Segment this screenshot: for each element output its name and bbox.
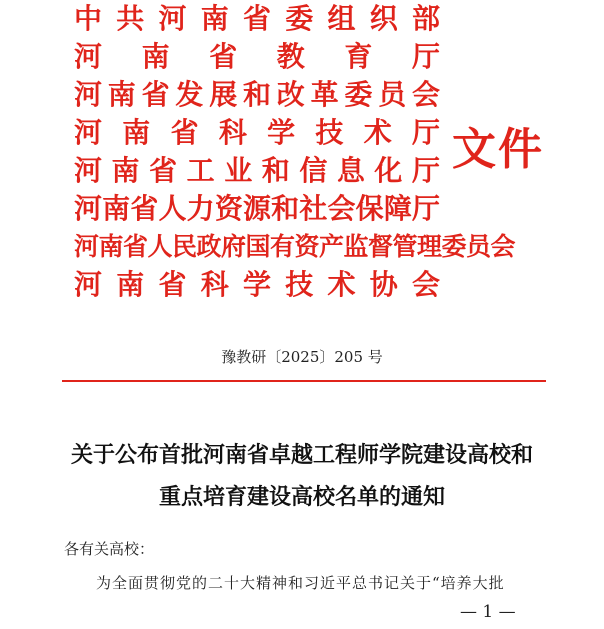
agency-science-technology-dept: 河南省科学技术厅	[74, 116, 440, 149]
agency-development-reform-commission: 河南省发展和改革委员会	[74, 78, 440, 111]
agency-industry-it-dept: 河南省工业和信息化厅	[74, 154, 440, 187]
document-number: 豫教研〔2025〕205 号	[221, 348, 383, 366]
body-paragraph-first-line: 为全面贯彻党的二十大精神和习近平总书记关于“培养大批	[96, 574, 505, 592]
agency-organization-dept: 中共河南省委组织部	[74, 2, 440, 35]
agency-human-resources-dept: 河南省人力资源和社会保障厅	[74, 192, 440, 225]
agency-science-technology-association: 河南省科学技术协会	[74, 268, 440, 301]
salutation: 各有关高校：	[64, 540, 155, 558]
page-number: — 1 —	[460, 602, 516, 622]
agency-education-dept: 河南省教育厅	[74, 40, 440, 73]
red-divider-line	[62, 380, 546, 382]
notice-title-line-2: 重点培育建设高校名单的通知	[158, 485, 445, 510]
doc-type-label: 文件	[452, 124, 544, 175]
notice-title-line-1: 关于公布首批河南省卓越工程师学院建设高校和	[70, 443, 533, 468]
agency-state-assets-commission: 河南省人民政府国有资产监督管理委员会	[74, 232, 516, 261]
